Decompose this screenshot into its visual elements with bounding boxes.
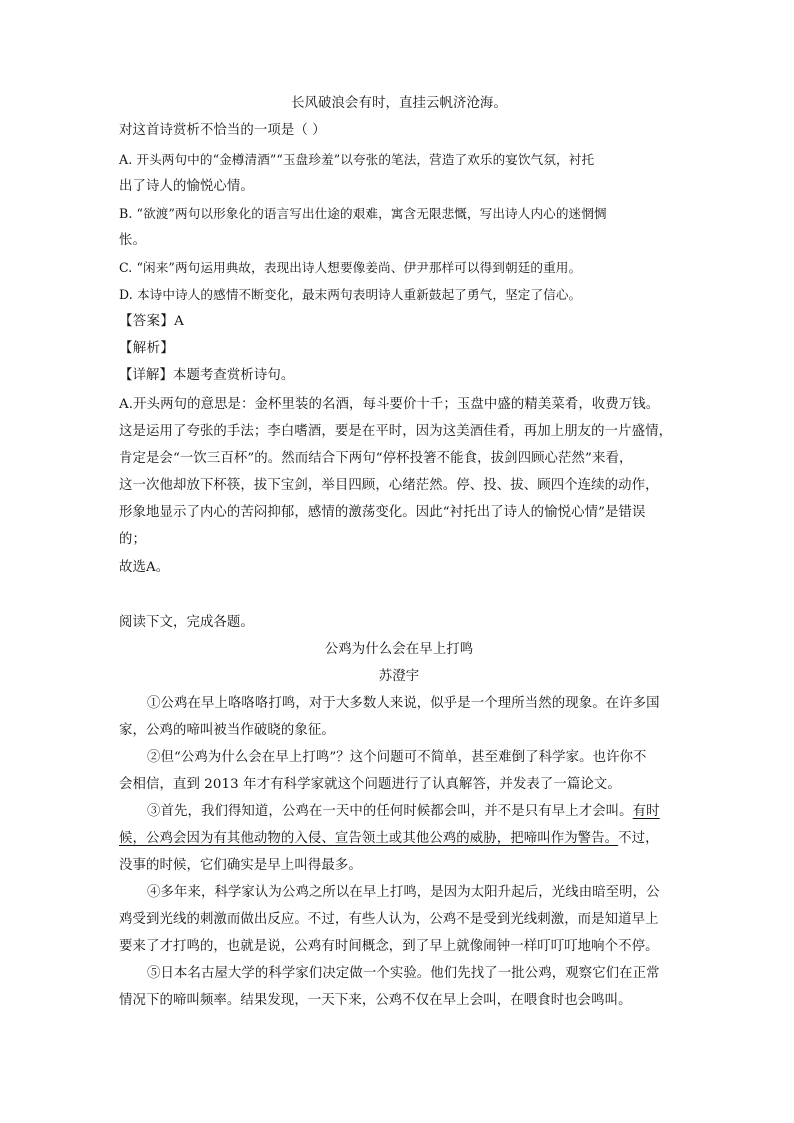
paragraph-3-line-1	[147, 802, 679, 822]
poem-line: 长风破浪会有时，直挂云帆济沧海。	[291, 96, 507, 111]
option-d: D. 本诗中诗人的感情不断变化，最末两句表明诗人重新鼓起了勇气，坚定了信心。	[119, 287, 582, 302]
paragraph-1-line-2: 家，公鸡的啼叫被当作破晓的象征。	[119, 723, 335, 738]
paragraph-2-line-2: 会相信，直到 2013 年才有科学家就这个问题进行了认真解答，并发表了一篇论文。	[119, 777, 621, 792]
paragraph-1-line-1: ①公鸡在早上咯咯咯打鸣，对于大多数人来说，似乎是一个理所当然的现象。在许多国	[147, 696, 660, 711]
paragraph-3-line-3: 没事的时候，它们确实是早上叫得最多。	[119, 858, 362, 873]
paragraph-3-text: 不过，	[618, 831, 659, 846]
paragraph-4-line-3: 要来了才打鸣的，也就是说，公鸡有时间概念，到了早上就像闹钟一样叮叮叮地响个不停。	[119, 939, 659, 954]
option-a-line-1: A. 开头两句中的“金樽清酒”“玉盘珍羞”以夸张的笔法，营造了欢乐的宴饮气氛，衬托	[119, 152, 595, 167]
option-b-line-2: 怅。	[119, 233, 146, 248]
paragraph-5-line-1: ⑤日本名古屋大学的科学家们决定做一个实验。他们先找了一批公鸡，观察它们在正常	[147, 966, 660, 981]
explanation-line: 这一次他却放下杯筷，拔下宝剑，举目四顾，心绪茫然。停、投、拔、顾四个连续的动作，	[119, 478, 659, 493]
explanation-line: 这是运用了夸张的手法；李白嗜酒，要是在平时，因为这美酒佳肴，再加上朋友的一片盛情，	[119, 424, 673, 439]
underlined-text: 候，公鸡会因为有其他动物的入侵、宣告领土或其他公鸡的威胁，把啼叫作为警告。	[119, 831, 619, 846]
conclusion-line: 故选A。	[119, 560, 170, 575]
option-c: C. “闲来”两句运用典故，表现出诗人想要像姜尚、伊尹那样可以得到朝廷的重用。	[119, 260, 582, 275]
explanation-line: 的；	[119, 532, 146, 547]
analysis-label: 【解析】	[119, 341, 175, 356]
detail-line: 【详解】本题考查赏析诗句。	[119, 368, 295, 383]
explanation-line: A.开头两句的意思是：金杯里装的名酒，每斗要价十千；玉盘中盛的精美菜肴，收费万钱。	[119, 397, 660, 412]
underlined-text: 有时	[632, 804, 660, 819]
reading-instruction: 阅读下文，完成各题。	[119, 615, 254, 630]
option-b-line-1: B. “欲渡”两句以形象化的语言写出仕途的艰难，寓含无限悲慨，写出诗人内心的迷惘惆	[119, 206, 607, 221]
answer-label: 【答案】A	[119, 314, 185, 329]
paragraph-2-line-1: ②但“公鸡为什么会在早上打鸣”？这个问题可不简单，甚至难倒了科学家。也许你不	[147, 750, 647, 765]
article-title: 公鸡为什么会在早上打鸣	[324, 642, 474, 657]
paragraph-3-line-2	[119, 829, 679, 849]
paragraph-4-line-1: ④多年来，科学家认为公鸡之所以在早上打鸣，是因为太阳升起后，光线由暗至明，公	[147, 885, 660, 900]
question-stem: 对这首诗赏析不恰当的一项是（ ）	[119, 123, 326, 138]
article-author: 苏澄宇	[378, 669, 420, 684]
explanation-line: 肯定是会“一饮三百杯”的。然而结合下两句“停杯投箸不能食，拔剑四顾心茫然”来看，	[119, 451, 633, 466]
paragraph-4-line-2: 鸡受到光线的刺激而做出反应。不过，有些人认为，公鸡不是受到光线刺激，而是知道早上	[119, 912, 659, 927]
option-a-line-2: 出了诗人的愉悦心情。	[119, 179, 254, 194]
paragraph-3-text: ③首先，我们得知道，公鸡在一天中的任何时候都会叫，并不是只有早上才会叫。	[147, 804, 633, 819]
explanation-line: 形象地显示了内心的苦闷抑郁，感情的激荡变化。因此“衬托出了诗人的愉悦心情”是错误	[119, 505, 646, 520]
paragraph-5-line-2: 情况下的啼叫频率。结果发现，一天下来，公鸡不仅在早上会叫，在喂食时也会鸣叫。	[119, 993, 632, 1008]
